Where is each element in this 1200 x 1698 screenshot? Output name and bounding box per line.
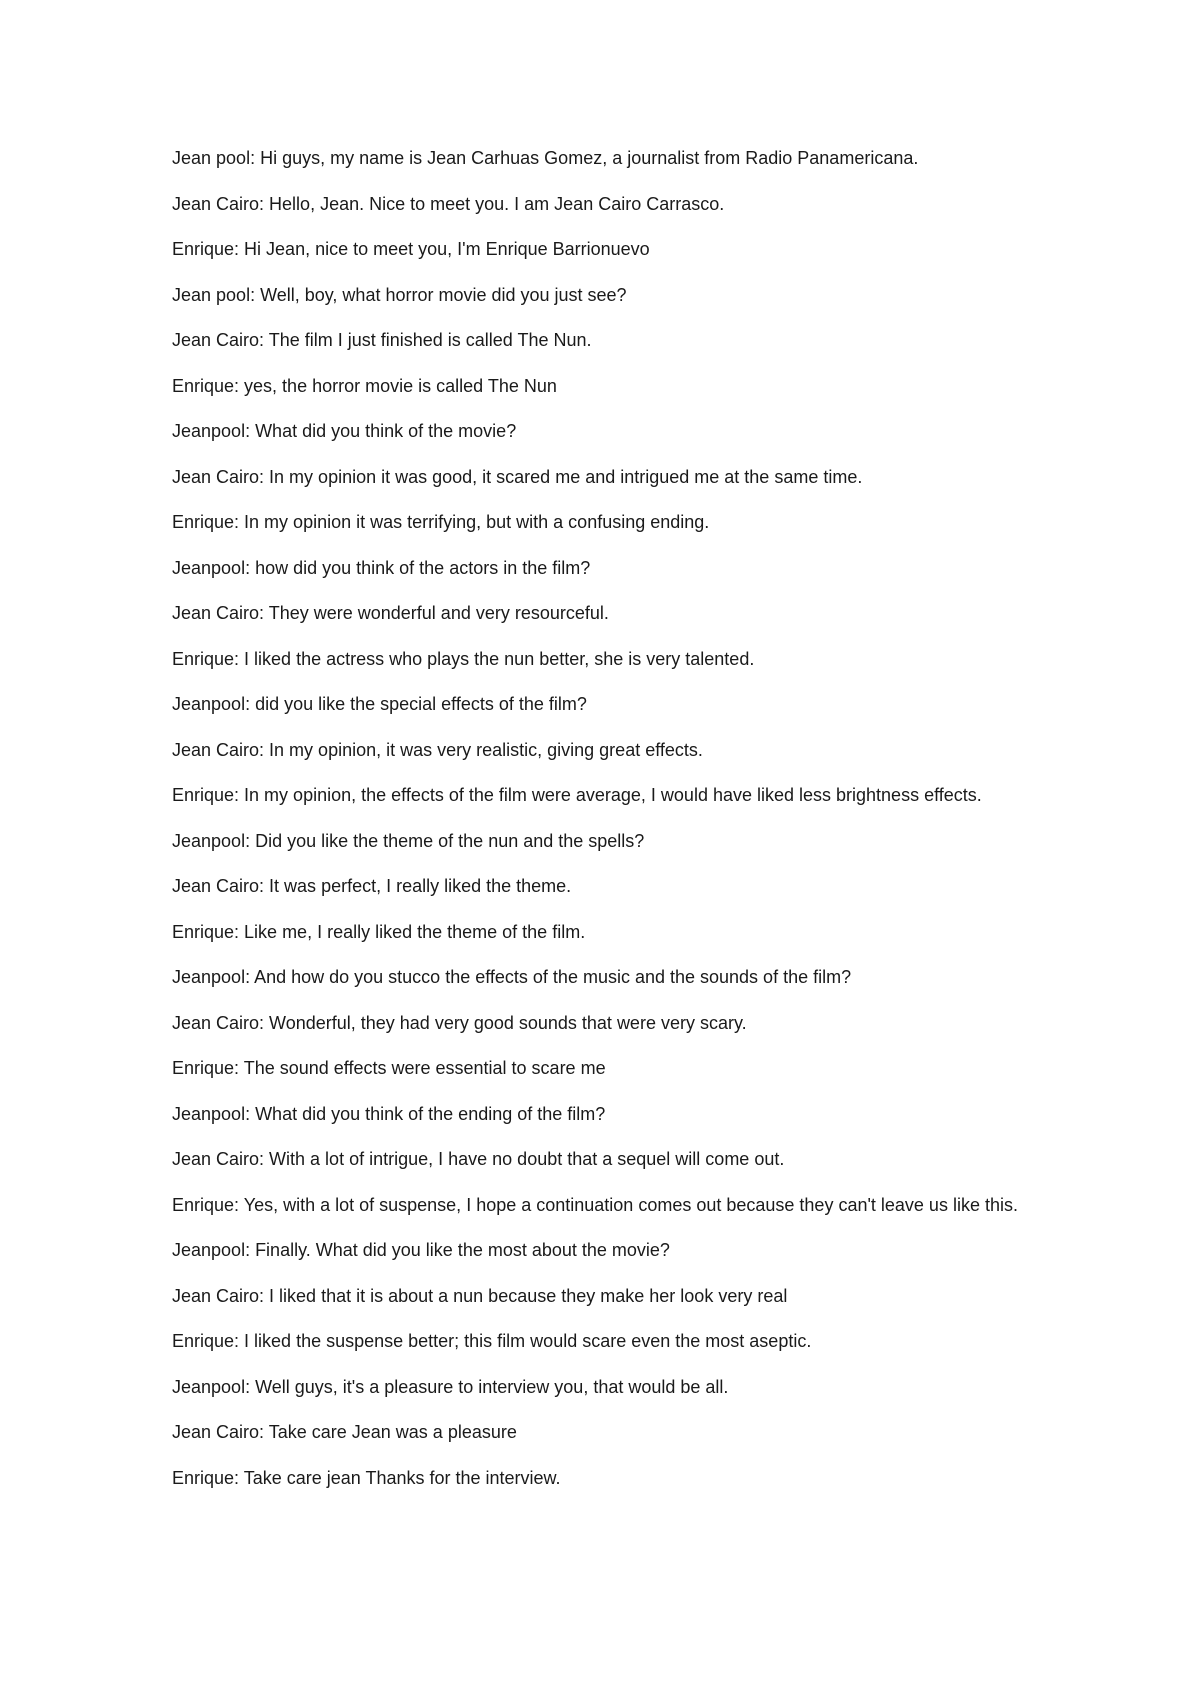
transcript-line: Jean Cairo: The film I just finished is called The Nun. bbox=[172, 330, 592, 350]
transcript-line: Jean Cairo: In my opinion it was good, it scared me and intrigued me at the same time. bbox=[172, 466, 863, 487]
transcript-line: Jean Cairo: Hello, Jean. Nice to meet you. I am Jean Cairo Carrasco. bbox=[172, 193, 725, 214]
transcript-line: Jeanpool: Did you like the theme of the nun and the spells? bbox=[172, 830, 645, 851]
transcript-line: Jean Cairo: Take care Jean was a pleasure bbox=[172, 1422, 517, 1442]
transcript-line: Jeanpool: What did you think of the ending of the film? bbox=[172, 1103, 606, 1124]
transcript-line: Jean Cairo: It was perfect, I really liked the theme. bbox=[172, 876, 572, 896]
transcript-line: Jean Cairo: With a lot of intrigue, I have no doubt that a sequel will come out. bbox=[172, 1149, 785, 1169]
transcript-line: Enrique: Hi Jean, nice to meet you, I'm Enrique Barrionuevo bbox=[172, 239, 650, 259]
transcript-line: Enrique: In my opinion it was terrifying, but with a confusing ending. bbox=[172, 512, 710, 532]
transcript-line: Enrique: I liked the suspense better; this film would scare even the most aseptic. bbox=[172, 1331, 812, 1351]
interview-transcript bbox=[172, 143, 1032, 1508]
transcript-line: Enrique: Yes, with a lot of suspense, I hope a continuation comes out because they can't leave us like this. bbox=[172, 1194, 1018, 1215]
transcript-line: Jean pool: Hi guys, my name is Jean Carhuas Gomez, a journalist from Radio Panamericana. bbox=[172, 148, 919, 168]
transcript-line: Jean pool: Well, boy, what horror movie did you just see? bbox=[172, 284, 627, 305]
transcript-line: Enrique: Like me, I really liked the theme of the film. bbox=[172, 921, 586, 942]
transcript-line: Jeanpool: Well guys, it's a pleasure to interview you, that would be all. bbox=[172, 1376, 729, 1397]
transcript-line: Enrique: I liked the actress who plays the nun better, she is very talented. bbox=[172, 648, 755, 669]
transcript-line: Jeanpool: What did you think of the movie? bbox=[172, 421, 517, 441]
transcript-line: Jeanpool: did you like the special effects of the film? bbox=[172, 694, 587, 714]
transcript-line: Enrique: yes, the horror movie is called The Nun bbox=[172, 375, 557, 396]
transcript-line: Jeanpool: And how do you stucco the effects of the music and the sounds of the film? bbox=[172, 967, 852, 987]
transcript-line: Jean Cairo: They were wonderful and very resourceful. bbox=[172, 603, 609, 623]
transcript-line: Enrique: Take care jean Thanks for the interview. bbox=[172, 1467, 561, 1488]
transcript-line: Jean Cairo: Wonderful, they had very good sounds that were very scary. bbox=[172, 1012, 747, 1033]
transcript-line: Enrique: In my opinion, the effects of the film were average, I would have liked less brightness effects. bbox=[172, 785, 982, 805]
transcript-line: Jean Cairo: I liked that it is about a nun because they make her look very real bbox=[172, 1285, 788, 1306]
transcript-line: Jean Cairo: In my opinion, it was very realistic, giving great effects. bbox=[172, 739, 703, 760]
transcript-line: Jeanpool: Finally. What did you like the most about the movie? bbox=[172, 1240, 670, 1260]
transcript-line: Jeanpool: how did you think of the actors in the film? bbox=[172, 557, 591, 578]
transcript-line: Enrique: The sound effects were essential to scare me bbox=[172, 1058, 606, 1078]
